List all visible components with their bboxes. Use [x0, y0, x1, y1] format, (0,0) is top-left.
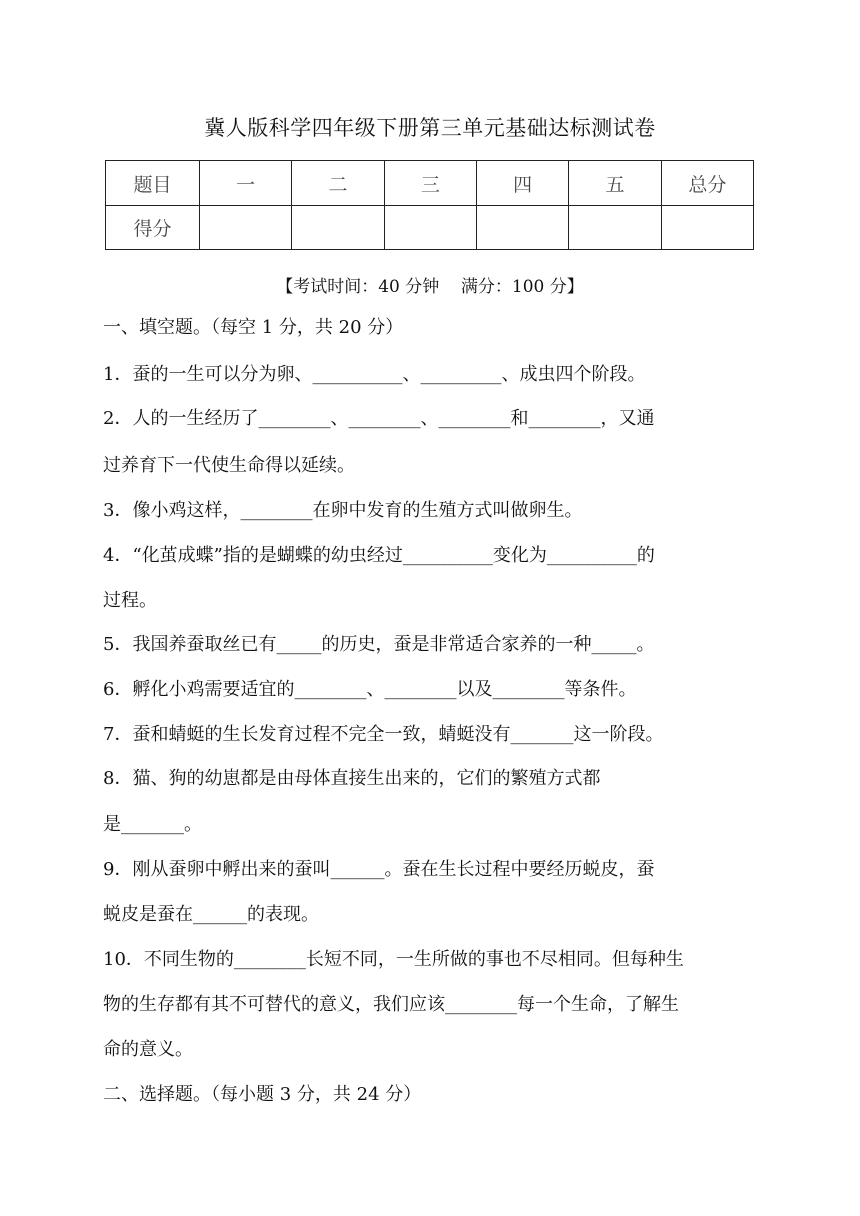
- score-table-header-row: [106, 161, 754, 206]
- column-header-total: 总分: [661, 161, 753, 206]
- score-table: [105, 160, 754, 250]
- question-line: 6．孵化小鸡需要适宜的________、________以及________等条件。: [103, 679, 637, 700]
- question-line: 3．像小鸡这样，________在卵中发育的生殖方式叫做卵生。: [103, 500, 583, 521]
- question-line: 9．刚从蚕卵中孵出来的蚕叫______。蚕在生长过程中要经历蜕皮，蚕: [103, 859, 655, 880]
- score-cell-total: [661, 206, 753, 250]
- question-line: 1．蚕的一生可以分为卵、__________、_________、成虫四个阶段。: [103, 364, 646, 385]
- page-title: 冀人版科学四年级下册第三单元基础达标测试卷: [204, 116, 656, 140]
- section-1-heading: 一、填空题。（每空 1 分，共 20 分）: [103, 317, 404, 338]
- column-header-5: 五: [569, 161, 661, 206]
- column-header-1: 一: [200, 161, 292, 206]
- section-2-heading: 二、选择题。（每小题 3 分，共 24 分）: [103, 1084, 422, 1105]
- column-header-2: 二: [292, 161, 384, 206]
- question-line: 8．猫、狗的幼崽都是由母体直接生出来的，它们的繁殖方式都: [103, 768, 601, 789]
- question-line: 4．“化茧成蝶”指的是蝴蝶的幼虫经过__________变化为__________的: [103, 545, 655, 566]
- score-cell-5: [569, 206, 661, 250]
- score-table-score-row: [106, 206, 754, 250]
- score-cell-4: [476, 206, 568, 250]
- question-line: 蜕皮是蚕在______的表现。: [103, 904, 319, 925]
- column-header-4: 四: [476, 161, 568, 206]
- question-line: 7．蚕和蜻蜓的生长发育过程不完全一致，蜻蜓没有_______这一阶段。: [103, 724, 664, 745]
- row-header-cell: 题目: [106, 161, 200, 206]
- question-line: 2．人的一生经历了________、________、________和________，又通: [103, 408, 655, 429]
- column-header-3: 三: [384, 161, 476, 206]
- question-line: 过养育下一代使生命得以延续。: [103, 455, 355, 476]
- question-line: 过程。: [103, 590, 157, 611]
- score-cell-3: [384, 206, 476, 250]
- score-label-cell: 得分: [106, 206, 200, 250]
- score-cell-2: [292, 206, 384, 250]
- question-line: 10．不同生物的________长短不同，一生所做的事也不尽相同。但每种生: [103, 949, 684, 970]
- question-line: 命的意义。: [103, 1039, 193, 1060]
- score-cell-1: [200, 206, 292, 250]
- exam-info: 【考试时间：40 分钟 满分：100 分】: [276, 277, 584, 297]
- question-line: 是_______。: [103, 814, 202, 835]
- question-line: 物的生存都有其不可替代的意义，我们应该________每一个生命，了解生: [103, 994, 679, 1015]
- question-line: 5．我国养蚕取丝已有_____的历史，蚕是非常适合家养的一种_____。: [103, 634, 655, 655]
